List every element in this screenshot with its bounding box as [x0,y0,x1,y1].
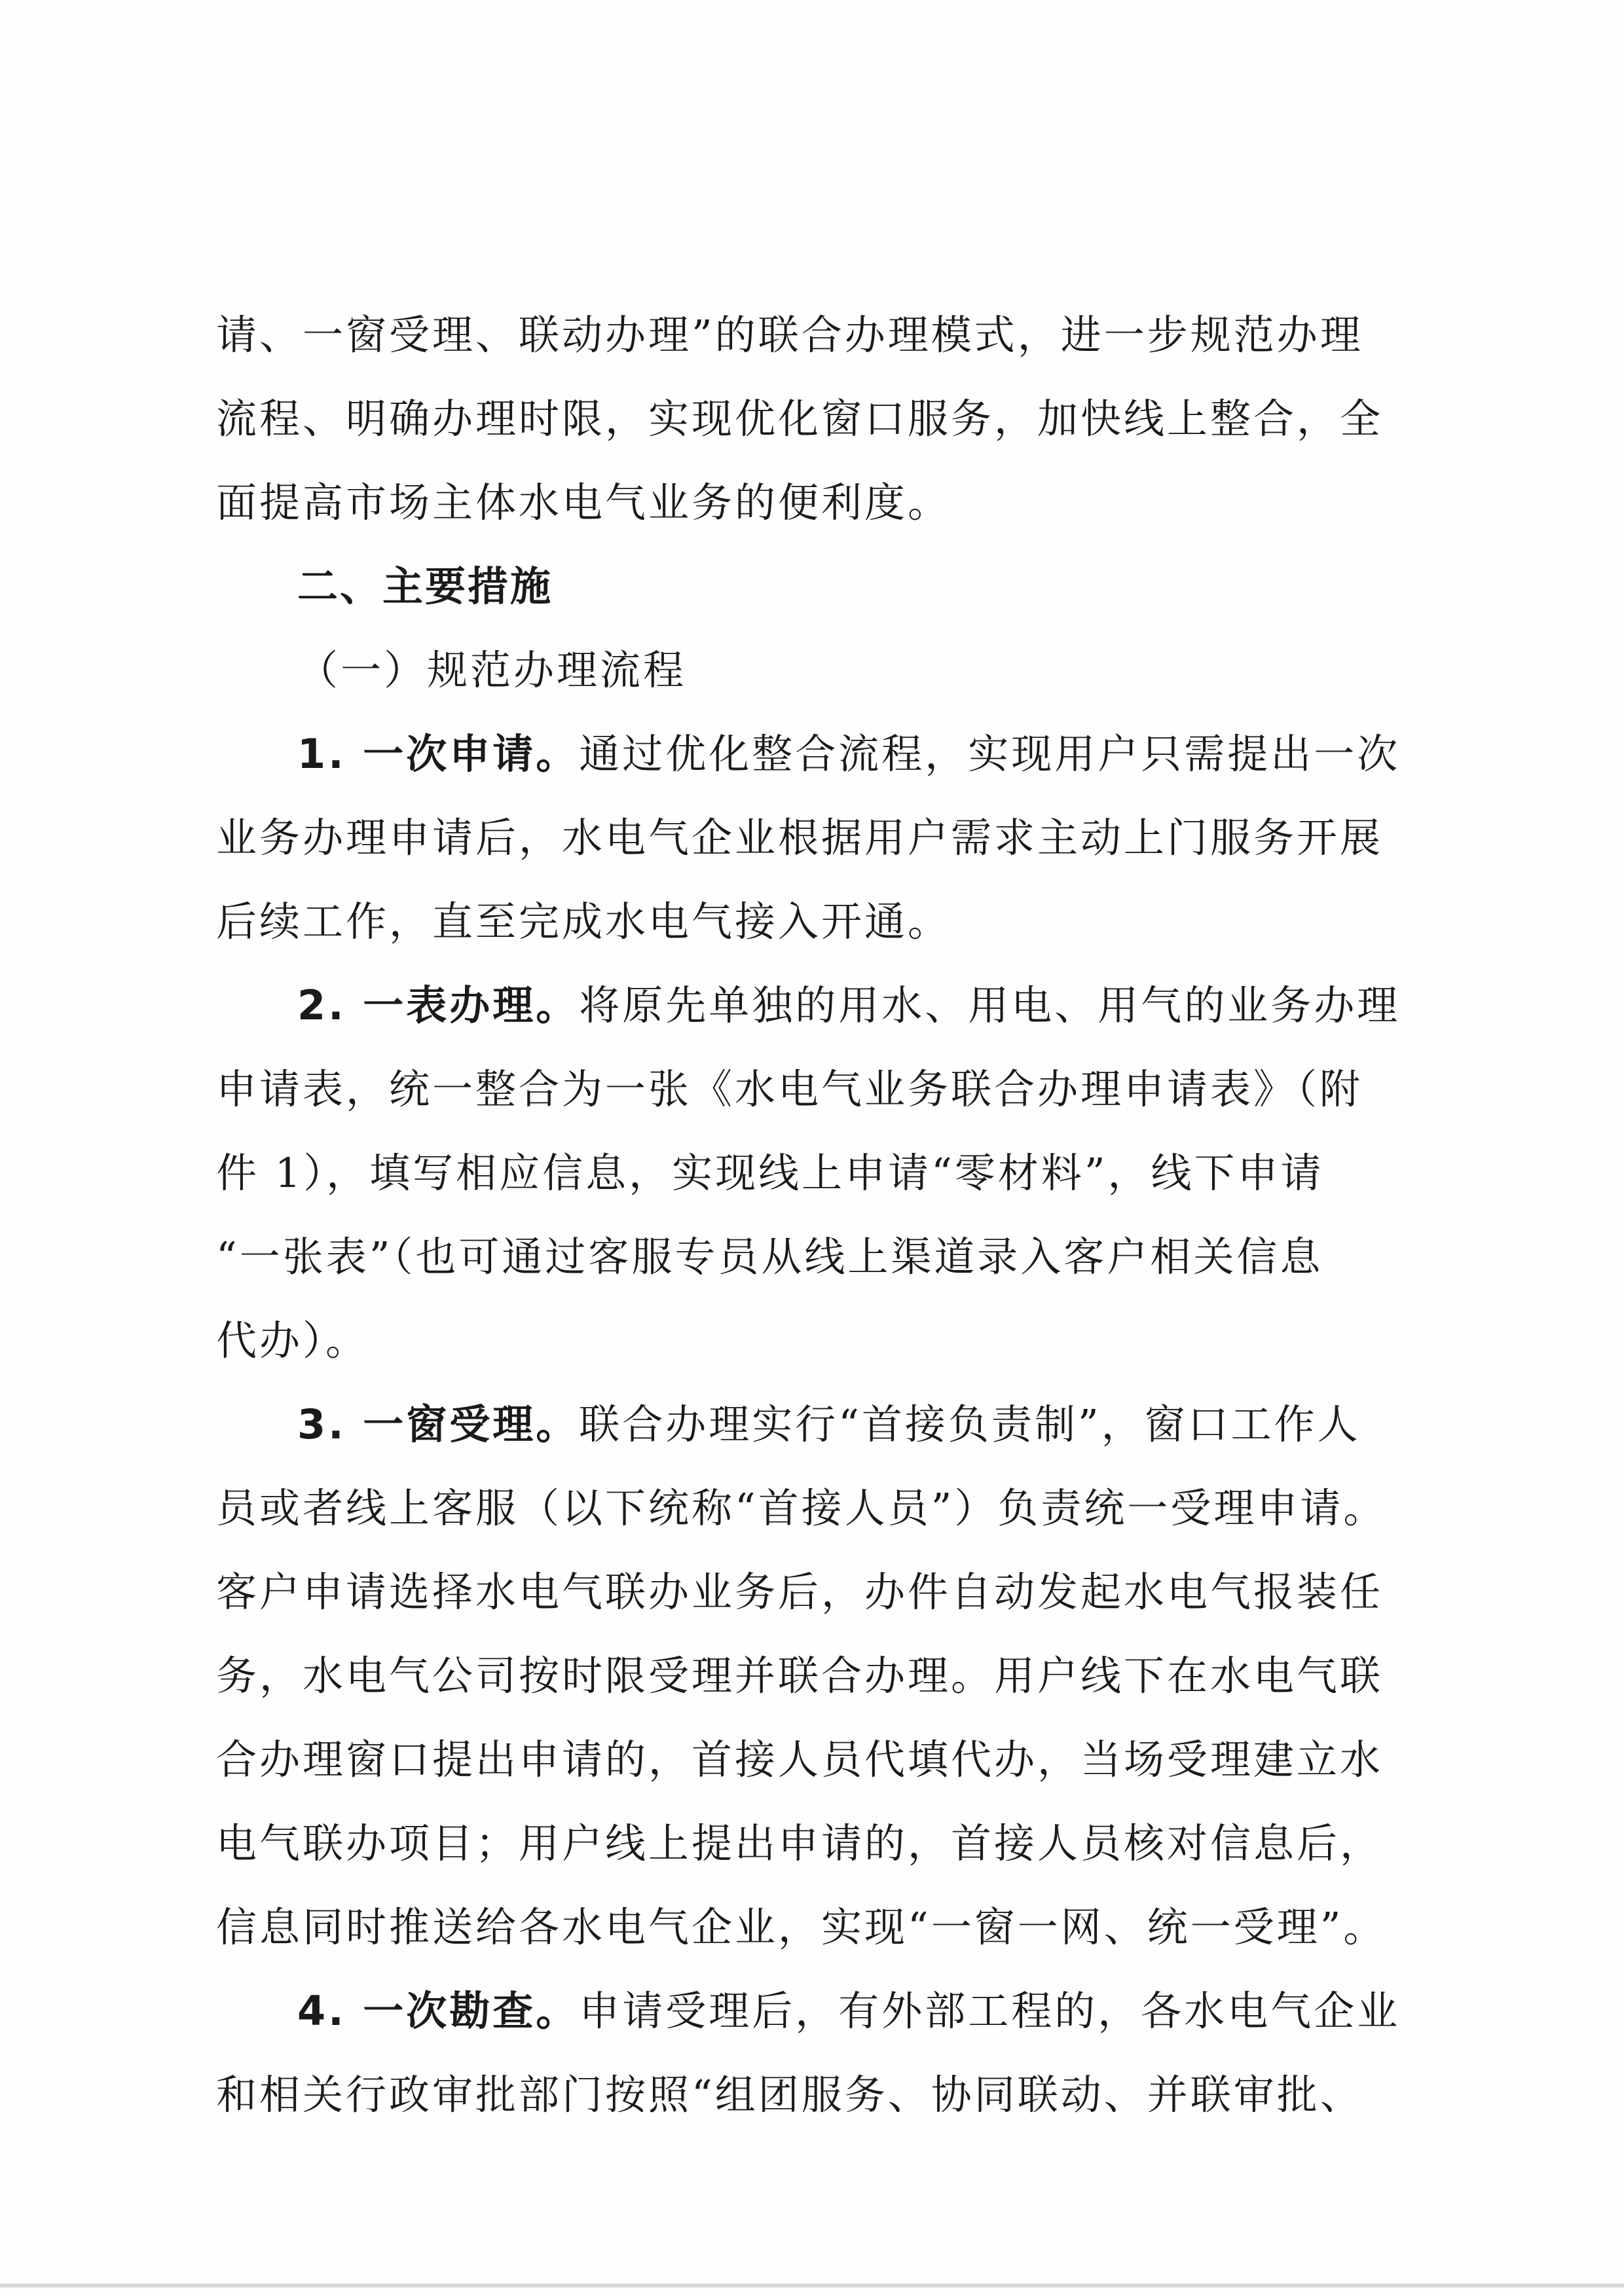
body-line [216,1634,1414,1718]
item-line [216,712,1414,796]
line-text: 将原先单独的用水、用电、用气的业务办理 [579,981,1401,1029]
item-title: 4. 一次勘查。 [297,1987,580,2035]
body-line [216,293,1414,377]
body-line [216,377,1414,461]
line-text: 联合办理实行“首接负责制”，窗口工作人 [579,1400,1361,1448]
body-line [216,796,1414,880]
line-text: 业务办理申请后，水电气企业根据用户需求主动上门服务开展 [216,814,1384,862]
item-line [216,1969,1414,2053]
line-text: 申请受理后，有外部工程的，各水电气企业 [579,1987,1401,2035]
line-text: 通过优化整合流程，实现用户只需提出一次 [579,730,1401,778]
subsection-heading [216,629,1414,712]
line-text: 件 1），填写相应信息，实现线上申请“零材料”，线下申请 [216,1149,1324,1197]
line-text: 电气联办项目；用户线上提出申请的，首接人员核对信息后， [216,1819,1384,1867]
line-text: 务，水电气公司按时限受理并联合办理。用户线下在水电气联 [216,1652,1384,1700]
body-line [216,1550,1414,1634]
line-text: 合办理窗口提出申请的，首接人员代填代办，当场受理建立水 [216,1736,1384,1783]
document-body [216,293,1414,2137]
body-line [216,880,1414,964]
body-line [216,1802,1414,1886]
line-text: 员或者线上客服（以下统称“首接人员”）负责统一受理申请。 [216,1484,1387,1532]
body-line [216,461,1414,545]
line-text: 请、一窗受理、联动办理”的联合办理模式，进一步规范办理 [216,311,1363,359]
body-line [216,1467,1414,1550]
line-text: 面提高市场主体水电气业务的便利度。 [216,479,951,526]
body-line [216,1299,1414,1383]
line-text: 申请表，统一整合为一张《水电气业务联合办理申请表》（附 [216,1065,1363,1113]
item-title: 1. 一次申请。 [297,730,580,778]
heading-text: （一）规范办理流程 [297,646,687,694]
line-text: 客户申请选择水电气联办业务后，办件自动发起水电气报装任 [216,1568,1384,1616]
item-title: 3. 一窗受理。 [297,1400,580,1448]
item-line [216,1383,1414,1467]
body-line [216,1215,1414,1299]
body-line [216,1718,1414,1802]
item-title: 2. 一表办理。 [297,981,580,1029]
line-text: 后续工作，直至完成水电气接入开通。 [216,898,951,945]
item-line [216,964,1414,1048]
body-line [216,1131,1414,1215]
heading-text: 二、主要措施 [297,562,553,610]
section-heading [216,545,1414,629]
line-text: 信息同时推送给各水电气企业，实现“一窗一网、统一受理”。 [216,1903,1387,1951]
line-text: 和相关行政审批部门按照“组团服务、协同联动、并联审批、 [216,2071,1363,2119]
page-bottom-edge [0,2284,1624,2287]
body-line [216,1886,1414,1969]
line-text: 代办）。 [216,1317,369,1364]
body-line [216,1048,1414,1131]
body-line [216,2053,1414,2137]
line-text: “一张表”（也可通过客服专员从线上渠道录入客户相关信息 [216,1233,1323,1281]
line-text: 流程、明确办理时限，实现优化窗口服务，加快线上整合，全 [216,395,1384,443]
